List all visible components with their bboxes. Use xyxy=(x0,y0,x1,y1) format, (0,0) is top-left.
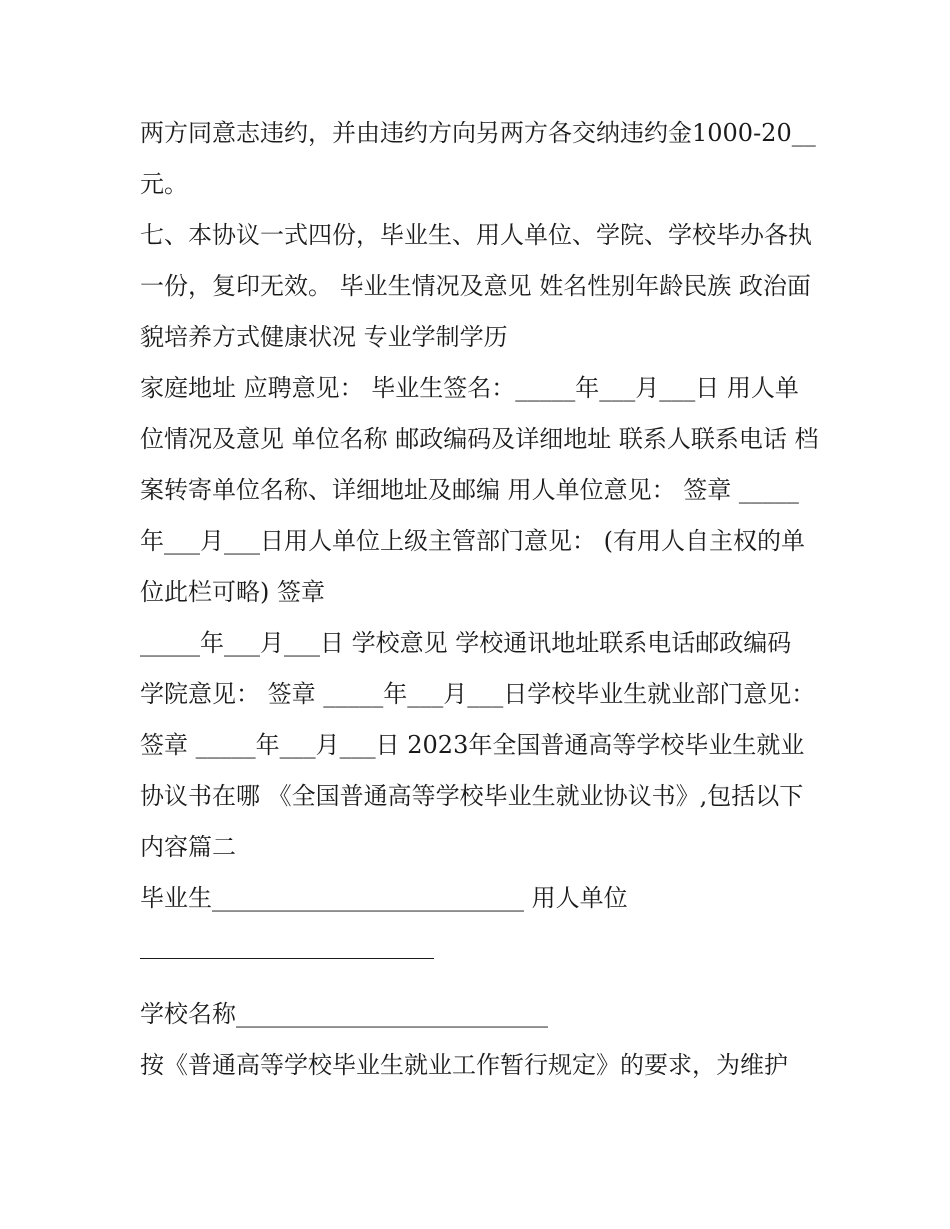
paragraph-signature-and-intro: 签章 _____年___月___日 2023年全国普通高等学校毕业生就业协议书在哪 《全国普通高等学校毕业生就业协议书》,包括以下内容篇二 xyxy=(140,731,805,861)
employer-blank-line xyxy=(140,924,820,975)
paragraph-employer-info: 家庭地址 应聘意见： 毕业生签名：_____年___月___日 用人单位情况及意见 单位名称 邮政编码及详细地址 联系人联系电话 档案转寄单位名称、详细地址及邮编 用人单位意见： 签章 _____年___月___日用人单位上级主管部门意见： (有用人自主权的单位此栏可略) 签章 xyxy=(140,374,819,606)
paragraph-school-opinion: _____年___月___日 学校意见 学校通讯地址联系电话邮政编码 学院意见： 签章 _____年___月___日学校毕业生就业部门意见： xyxy=(140,629,816,708)
document-page xyxy=(140,108,820,1091)
paragraph-copies-and-graduate-info: 七、本协议一式四份，毕业生、用人单位、学院、学校毕办各执一份，复印无效。 毕业生情况及意见 姓名性别年龄民族 政治面貌培养方式健康状况 专业学制学历 xyxy=(140,221,812,351)
paragraph-regulation-preamble: 按《普通高等学校毕业生就业工作暂行规定》的要求，为维护 xyxy=(140,1051,788,1079)
paragraph-breach-clause: 两方同意志违约，并由违约方向另两方各交纳违约金1000-20__元。 xyxy=(140,119,816,198)
paragraph-graduate-employer-fields: 毕业生__________________________ 用人单位 xyxy=(140,884,628,912)
paragraph-school-name-field: 学校名称__________________________ xyxy=(140,1000,548,1028)
